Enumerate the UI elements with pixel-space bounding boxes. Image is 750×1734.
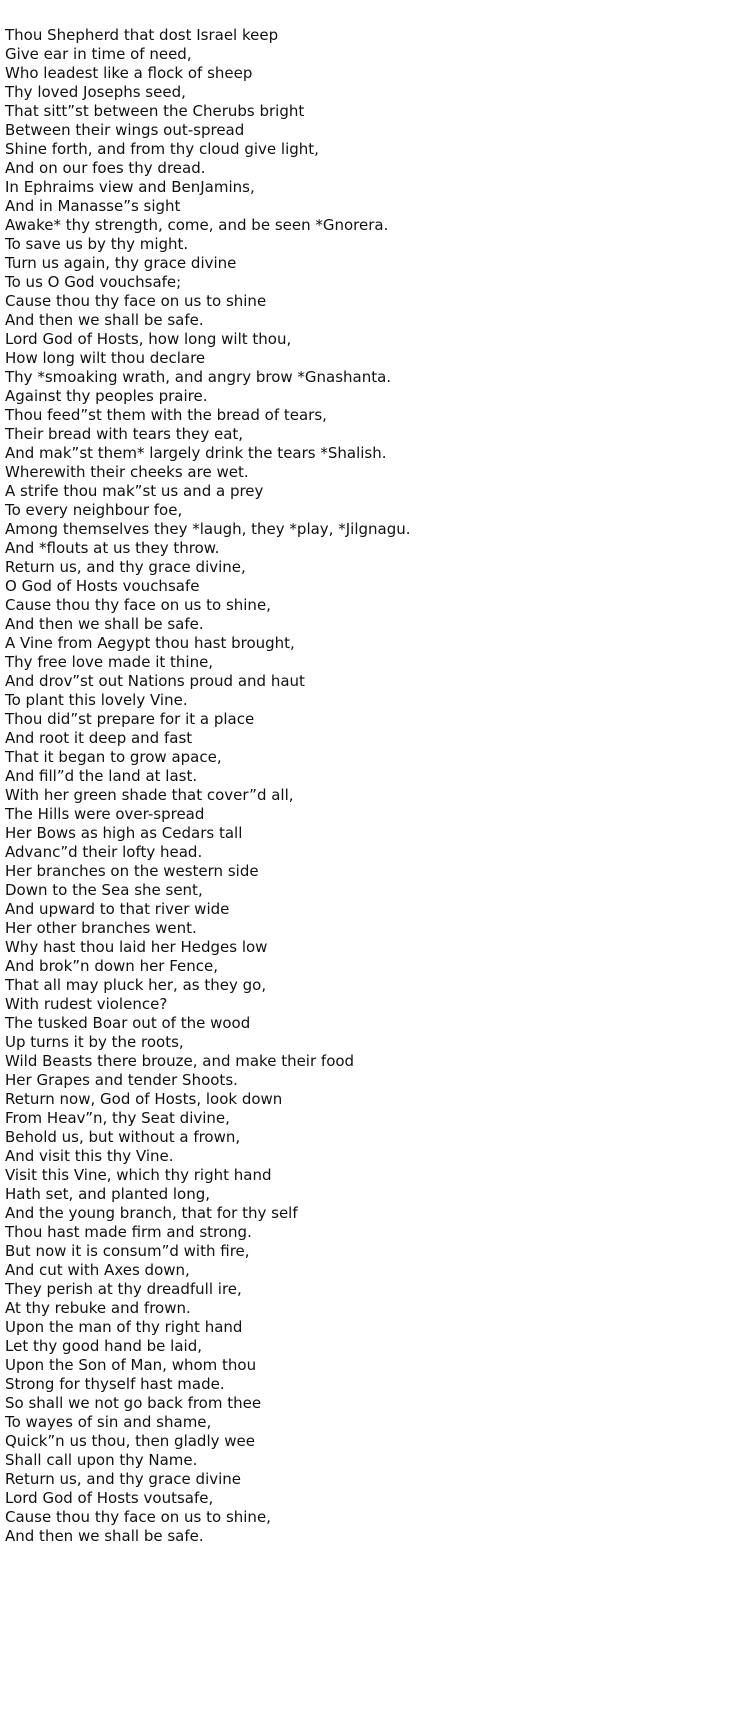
poem-text <box>5 26 411 1546</box>
poem-line: And fill”d the land at last. <box>5 767 198 785</box>
poem-line: In Ephraims view and BenJamins, <box>5 178 255 196</box>
poem-line: And the young branch, that for thy self <box>5 1204 298 1222</box>
poem-line: Return now, God of Hosts, look down <box>5 1090 283 1108</box>
poem-line: Among themselves they *laugh, they *play, *Jilgnagu. <box>5 520 411 538</box>
poem-line: Cause thou thy face on us to shine, <box>5 1508 271 1526</box>
poem-line: That it began to grow apace, <box>5 748 222 766</box>
poem-line: Her Bows as high as Cedars tall <box>5 824 243 842</box>
poem-line: But now it is consum”d with fire, <box>5 1242 250 1260</box>
poem-line: To save us by thy might. <box>5 235 189 253</box>
poem-line: To wayes of sin and shame, <box>5 1413 212 1431</box>
poem-line: Quick”n us thou, then gladly wee <box>5 1432 255 1450</box>
poem-line: Wild Beasts there brouze, and make their food <box>5 1052 355 1070</box>
poem-line: So shall we not go back from thee <box>5 1394 262 1412</box>
poem-line: Her Grapes and tender Shoots. <box>5 1071 238 1089</box>
poem-line: Return us, and thy grace divine <box>5 1470 242 1488</box>
poem-line: Down to the Sea she sent, <box>5 881 203 899</box>
poem-line: Who leadest like a flock of sheep <box>5 64 253 82</box>
poem-line: And then we shall be safe. <box>5 615 204 633</box>
poem-line: Turn us again, thy grace divine <box>5 254 237 272</box>
poem-line: To plant this lovely Vine. <box>5 691 188 709</box>
poem-line: Thou feed”st them with the bread of tears, <box>5 406 327 424</box>
poem-line: Thou Shepherd that dost Israel keep <box>5 26 279 44</box>
poem-line: Wherewith their cheeks are wet. <box>5 463 249 481</box>
poem-line: They perish at thy dreadfull ire, <box>5 1280 242 1298</box>
poem-line: Thy loved Josephs seed, <box>5 83 186 101</box>
poem-line: Against thy peoples praire. <box>5 387 208 405</box>
poem-line: And then we shall be safe. <box>5 1527 204 1545</box>
poem-line: A Vine from Aegypt thou hast brought, <box>5 634 295 652</box>
poem-line: How long wilt thou declare <box>5 349 206 367</box>
poem-line: Let thy good hand be laid, <box>5 1337 202 1355</box>
poem-line: Thy *smoaking wrath, and angry brow *Gnashanta. <box>5 368 392 386</box>
poem-line: Upon the man of thy right hand <box>5 1318 243 1336</box>
poem-line: And *flouts at us they throw. <box>5 539 220 557</box>
poem-line: Thou did”st prepare for it a place <box>5 710 255 728</box>
poem-line: And on our foes thy dread. <box>5 159 206 177</box>
poem-line: A strife thou mak”st us and a prey <box>5 482 264 500</box>
poem-line: And brok”n down her Fence, <box>5 957 219 975</box>
poem-line: And visit this thy Vine. <box>5 1147 174 1165</box>
poem-line: Lord God of Hosts, how long wilt thou, <box>5 330 292 348</box>
poem-line: To every neighbour foe, <box>5 501 183 519</box>
poem-line: And upward to that river wide <box>5 900 230 918</box>
poem-line: Lord God of Hosts voutsafe, <box>5 1489 214 1507</box>
poem-line: Thy free love made it thine, <box>5 653 214 671</box>
poem-line: Her branches on the western side <box>5 862 259 880</box>
poem-line: Cause thou thy face on us to shine <box>5 292 267 310</box>
poem-line: Visit this Vine, which thy right hand <box>5 1166 272 1184</box>
poem-line: Her other branches went. <box>5 919 197 937</box>
poem-line: Return us, and thy grace divine, <box>5 558 246 576</box>
poem-line: That all may pluck her, as they go, <box>5 976 267 994</box>
poem-line: With rudest violence? <box>5 995 168 1013</box>
poem-line: That sitt”st between the Cherubs bright <box>5 102 305 120</box>
poem-line: And then we shall be safe. <box>5 311 204 329</box>
poem-line: Shine forth, and from thy cloud give light, <box>5 140 319 158</box>
poem-line: At thy rebuke and frown. <box>5 1299 191 1317</box>
poem-line: Awake* thy strength, come, and be seen *Gnorera. <box>5 216 389 234</box>
poem-line: The tusked Boar out of the wood <box>5 1014 251 1032</box>
poem-line: The Hills were over-spread <box>5 805 205 823</box>
poem-line: Hath set, and planted long, <box>5 1185 211 1203</box>
poem-line: And root it deep and fast <box>5 729 193 747</box>
poem-line: And drov”st out Nations proud and haut <box>5 672 305 690</box>
poem-line: Upon the Son of Man, whom thou <box>5 1356 257 1374</box>
poem-line: Why hast thou laid her Hedges low <box>5 938 268 956</box>
poem-line: And in Manasse”s sight <box>5 197 181 215</box>
poem-line: And mak”st them* largely drink the tears *Shalish. <box>5 444 387 462</box>
poem-line: Up turns it by the roots, <box>5 1033 184 1051</box>
poem-line: Shall call upon thy Name. <box>5 1451 198 1469</box>
poem-line: With her green shade that cover”d all, <box>5 786 294 804</box>
poem-line: Advanc”d their lofty head. <box>5 843 203 861</box>
poem-line: Between their wings out-spread <box>5 121 245 139</box>
poem-line: Give ear in time of need, <box>5 45 192 63</box>
poem-line: Their bread with tears they eat, <box>5 425 244 443</box>
poem-line: O God of Hosts vouchsafe <box>5 577 200 595</box>
poem-line: Thou hast made firm and strong. <box>5 1223 252 1241</box>
poem-line: And cut with Axes down, <box>5 1261 190 1279</box>
poem-line: From Heav”n, thy Seat divine, <box>5 1109 230 1127</box>
poem-line: Cause thou thy face on us to shine, <box>5 596 271 614</box>
poem-line: Behold us, but without a frown, <box>5 1128 241 1146</box>
poem-line: Strong for thyself hast made. <box>5 1375 225 1393</box>
poem-line: To us O God vouchsafe; <box>5 273 182 291</box>
